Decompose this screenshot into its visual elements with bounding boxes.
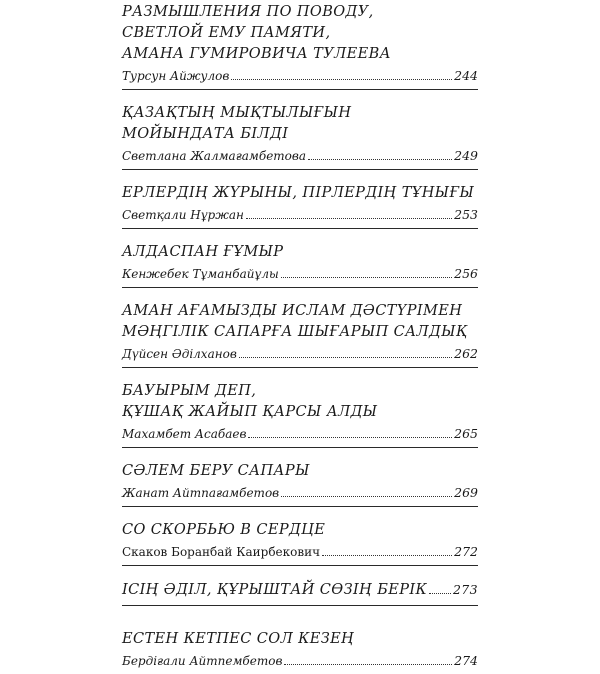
dot-leader (281, 496, 452, 497)
entry-author-row (122, 67, 478, 85)
entry-author: Светқали Нұржан (122, 208, 244, 222)
entry-title-line: АМАНА ГУМИРОВИЧА ТУЛЕЕВА (122, 46, 392, 62)
entry-author-row (122, 543, 478, 561)
dot-leader (308, 159, 452, 160)
entry-page-number: 244 (454, 68, 478, 83)
toc-entry-253[interactable] (122, 183, 478, 229)
entry-author-row (122, 147, 478, 165)
entry-author: Дүйсен Әділханов (122, 347, 237, 361)
dot-leader (246, 218, 452, 219)
dot-leader (281, 277, 452, 278)
entry-author: Кенжебек Тұманбайұлы (122, 267, 279, 281)
entry-page-number: 265 (454, 426, 478, 441)
entry-page-number: 274 (454, 653, 478, 668)
dot-leader (429, 593, 451, 594)
entry-author-row (122, 652, 478, 670)
entry-author: Махамбет Асабаев (122, 427, 247, 441)
entry-title-row (122, 579, 478, 601)
dot-leader (322, 555, 452, 556)
entry-title-line: ІСІҢ ӘДІЛ, ҚҰРЫШТАЙ СӨЗІҢ БЕРІК (122, 582, 428, 598)
entry-author: Жанат Айтпағамбетов (122, 486, 280, 500)
section-spacer (122, 619, 478, 629)
entry-title-line: МӘҢГІЛІК САПАРҒА ШЫҒАРЫП САЛДЫҚ (122, 324, 468, 340)
entry-author: Светлана Жалмағамбетова (122, 149, 307, 163)
entry-page-number: 272 (454, 544, 478, 559)
entry-title-line: АЛДАСПАН ҒҰМЫР (122, 244, 284, 260)
toc-entry-256[interactable] (122, 242, 478, 288)
entry-author: Бердіғали Айтпембетов (122, 654, 283, 668)
toc-entry-249[interactable] (122, 103, 478, 170)
entry-author: Скаков Боранбай Каирбекович (122, 545, 321, 559)
entry-title-line: АМАН АҒАМЫЗДЫ ИСЛАМ ДӘСТҮРІМЕН (122, 303, 463, 319)
entry-author-row (122, 345, 478, 363)
toc-entry-244[interactable] (122, 2, 478, 90)
entry-title-line: ЕРЛЕРДІҢ ЖҮРЫНЫ, ПІРЛЕРДІҢ ТҰНЫҒЫ (122, 185, 475, 201)
entry-title-line: МОЙЫНДАТА БІЛДІ (122, 126, 289, 142)
toc-entry-274[interactable] (122, 629, 478, 674)
entry-title-line: ҚҰШАҚ ЖАЙЫП ҚАРСЫ АЛДЫ (122, 404, 378, 420)
entry-page-number: 262 (454, 346, 478, 361)
toc-entry-272[interactable] (122, 520, 478, 566)
toc-entry-273[interactable] (122, 579, 478, 606)
entry-page-number: 269 (454, 485, 478, 500)
dot-leader (284, 664, 452, 665)
dot-leader (248, 437, 452, 438)
toc-entry-269[interactable] (122, 461, 478, 507)
entry-title-line: РАЗМЫШЛЕНИЯ ПО ПОВОДУ, (122, 4, 374, 20)
entry-title-line: СӘЛЕМ БЕРУ САПАРЫ (122, 463, 310, 479)
entry-page-number: 273 (452, 582, 478, 597)
entry-page-number: 256 (454, 266, 478, 281)
entry-title-line: БАУЫРЫМ ДЕП, (122, 383, 257, 399)
entry-author-row (122, 206, 478, 224)
entry-page-number: 249 (454, 148, 478, 163)
entry-title-line: СО СКОРБЬЮ В СЕРДЦЕ (122, 522, 326, 538)
table-of-contents (122, 2, 478, 674)
dot-leader (239, 357, 452, 358)
toc-entry-265[interactable] (122, 381, 478, 448)
entry-author-row (122, 265, 478, 283)
dot-leader (231, 79, 452, 80)
entry-title-line: ҚАЗАҚТЫҢ МЫҚТЫЛЫҒЫН (122, 105, 352, 121)
entry-title-line: СВЕТЛОЙ ЕМУ ПАМЯТИ, (122, 25, 331, 41)
entry-title-line: ЕСТЕН КЕТПЕС СОЛ КЕЗЕҢ (122, 631, 355, 647)
toc-entry-262[interactable] (122, 301, 478, 368)
entry-page-number: 253 (454, 207, 478, 222)
entry-author: Турсун Айжулов (122, 69, 230, 83)
entry-author-row (122, 484, 478, 502)
entry-author-row (122, 425, 478, 443)
